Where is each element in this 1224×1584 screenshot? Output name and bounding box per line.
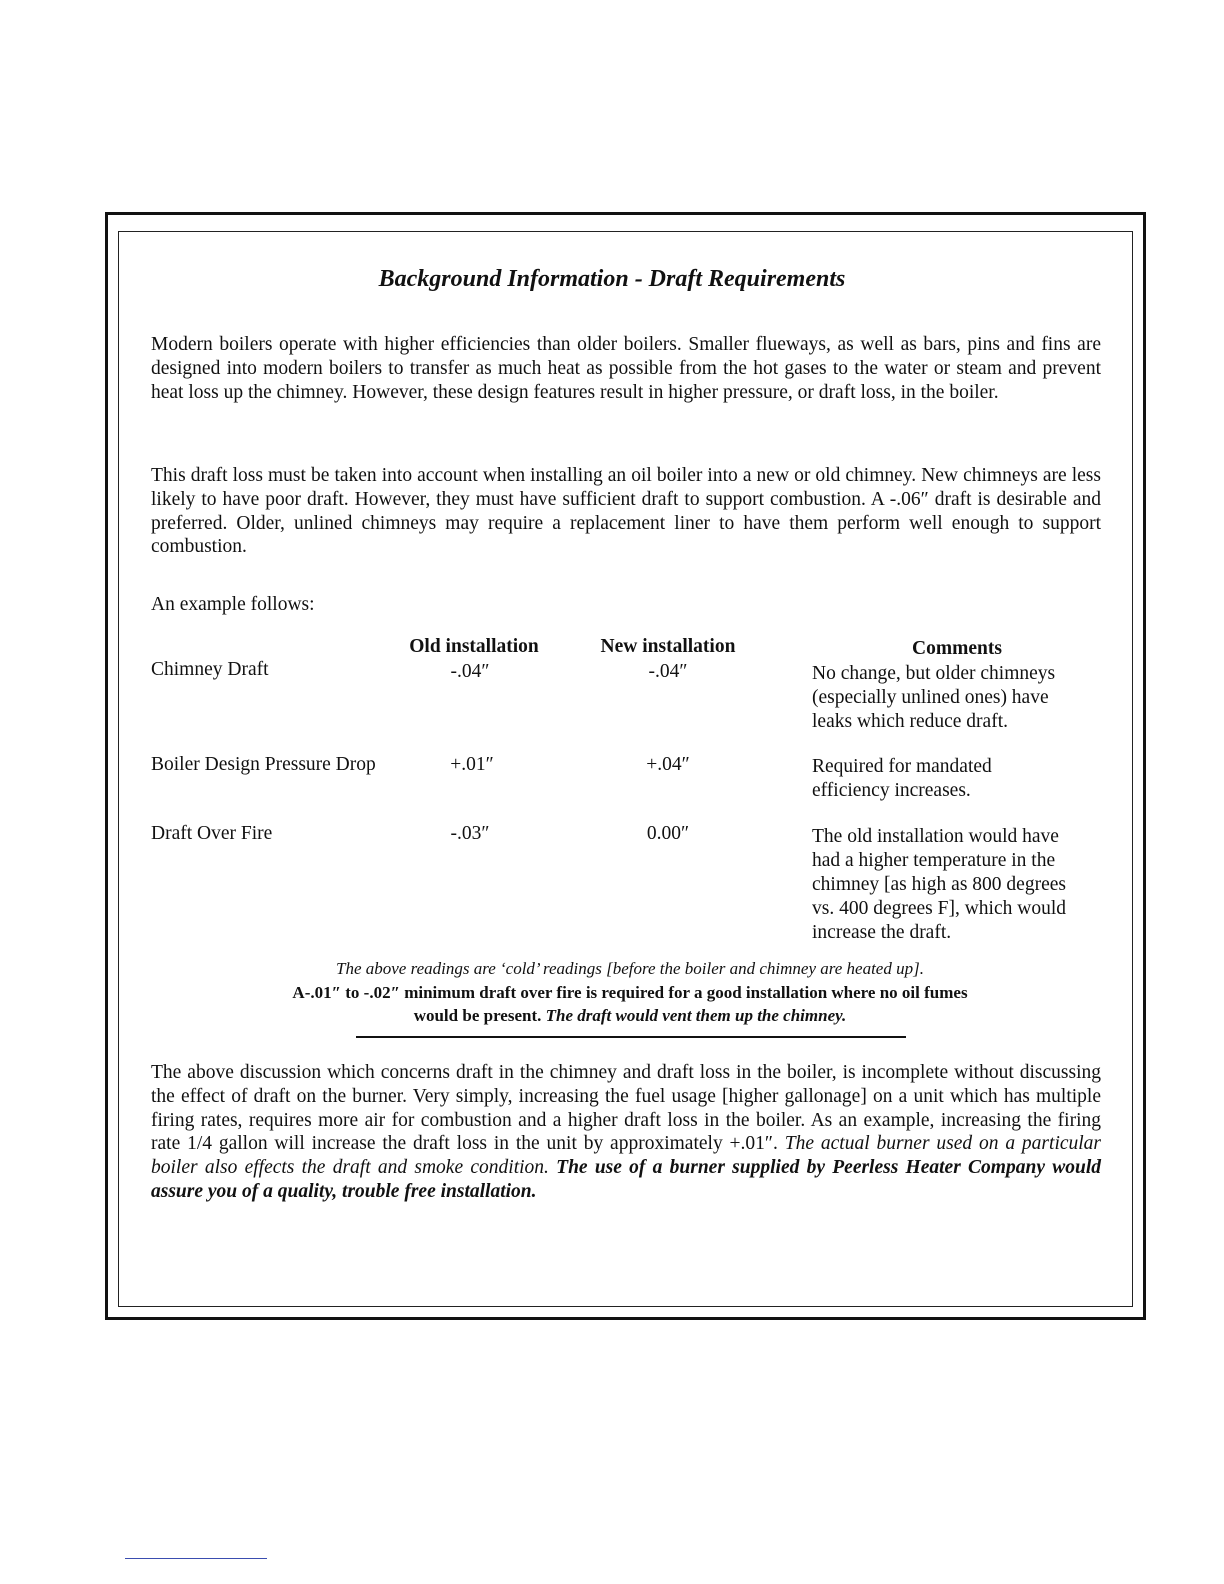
header-comments: Comments [912,638,1002,659]
paragraph-intro: Modern boilers operate with higher efficiencies than older boilers. Smaller flueways, as well as bars, pins and fins are designed into modern boilers to transfer as much heat as possible from the hot gases to the water or steam and prevent heat loss up the chimney. However, these design features result in higher pressure, or draft loss, in the boiler. [151,334,1101,403]
note-minimum-draft: A-.01″ to -.02″ minimum draft over fire is required for a good installation where no oil fumes [292,983,968,1002]
note-cold-readings: The above readings are ‘cold’ readings [before the boiler and chimney are heated up]. [336,959,924,978]
row-label-boiler-pressure-drop: Boiler Design Pressure Drop [151,754,376,775]
page-title: Background Information - Draft Requirements [378,266,846,292]
note-minimum-draft-cont: would be present. The draft would vent them up the chimney. [413,1006,847,1025]
row-label-chimney-draft: Chimney Draft [151,659,269,680]
header-new-installation: New installation [600,636,736,657]
example-intro: An example follows: [151,594,315,615]
row-comment-chimney-draft: No change, but older chimneys (especially unlined ones) have leaks which reduce draft. [812,663,1056,732]
row-new-boiler-pressure-drop: +.04″ [646,754,690,775]
row-label-draft-over-fire: Draft Over Fire [151,823,273,844]
footer-rule [125,1558,267,1559]
header-old-installation: Old installation [409,636,539,657]
row-new-chimney-draft: -.04″ [648,661,688,682]
row-old-draft-over-fire: -.03″ [450,823,490,844]
row-old-chimney-draft: -.04″ [450,661,490,682]
row-comment-draft-over-fire: The old installation would have had a higher temperature in the chimney [as high as 800 degrees vs. 400 degrees F], which would increase the draft. [812,826,1067,943]
paragraph-burner-effect: The above discussion which concerns draft in the chimney and draft loss in the boiler, is incomplete without discussing the effect of draft on the burner. Very simply, increasing the fuel usage [higher gallonage] on a unit which has multiple firing rates, requires more air for combustion and a higher draft loss in the boiler. As an example, increasing the firing rate 1/4 gallon will increase the draft loss in the unit by approximately +.01″. The actual burner used on a particular boiler also effects the draft and smoke condition. The use of a burner supplied by Peerless Heater Company would assure you of a quality, trouble free installation. [151,1062,1102,1202]
row-new-draft-over-fire: 0.00″ [646,823,690,844]
section-divider [356,1036,906,1038]
row-comment-boiler-pressure-drop: Required for mandated efficiency increases. [812,756,992,801]
paragraph-draft-loss: This draft loss must be taken into account when installing an oil boiler into a new or old chimney. New chimneys are less likely to have poor draft. However, they must have sufficient draft to support combustion. A -.06″ draft is desirable and preferred. Older, unlined chimneys may require a replacement liner to have them perform well enough to support combustion. [151,465,1101,558]
row-old-boiler-pressure-drop: +.01″ [450,754,494,775]
